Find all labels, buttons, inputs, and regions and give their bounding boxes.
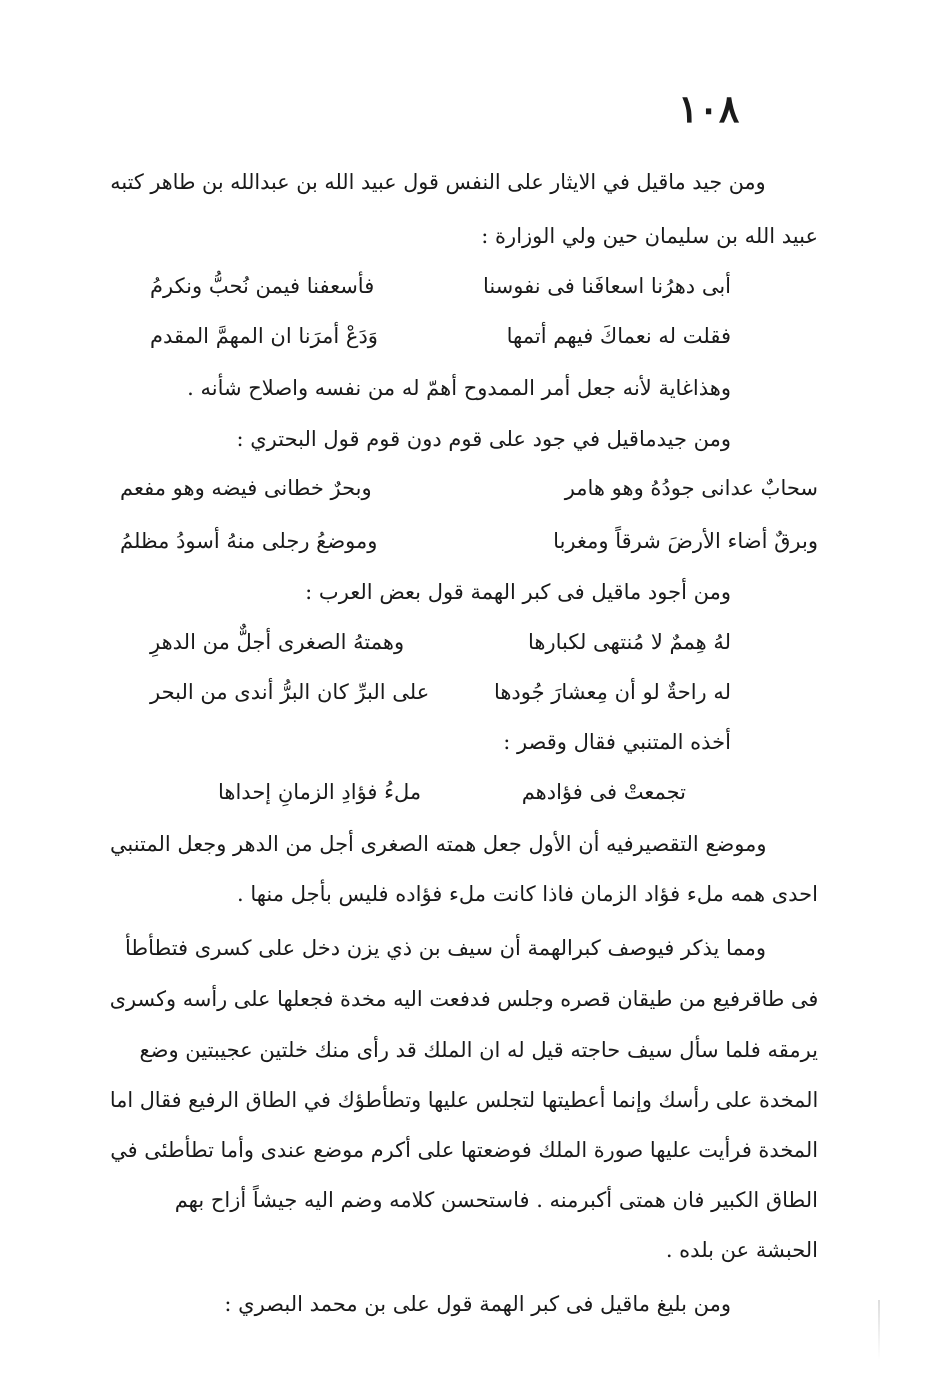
text-line: ومن جيد ماقيل في الايثار على النفس قول عبيد الله بن عبدالله بن طاهر كتبه bbox=[110, 170, 766, 194]
text-line: ومن بليغ ماقيل فى كبر الهمة قول على بن محمد البصري : bbox=[224, 1292, 731, 1316]
text-line: ومن أجود ماقيل فى كبر الهمة قول بعض العرب : bbox=[305, 580, 731, 604]
verse-hemistich-right: سحابٌ عدانى جودُهُ وهو هامر bbox=[564, 476, 818, 500]
verse-hemistich-right: تجمعتْ فى فؤادهم bbox=[521, 780, 686, 804]
verse-hemistich-left: وَدَعْ أمرَنا ان المهمَّ المقدم bbox=[150, 324, 378, 348]
verse-hemistich-right: لهُ هِممٌ لا مُنتهى لكبارها bbox=[528, 630, 731, 654]
verse-hemistich-left: وهمتهُ الصغرى أجلٌّ من الدهرِ bbox=[150, 630, 405, 654]
text-line: ومما يذكر فيوصف كبرالهمة أن سيف بن ذي يزن دخل على كسرى فتطأطأ bbox=[124, 936, 766, 960]
text-line: وموضع التقصيرفيه أن الأول جعل همته الصغرى أجل من الدهر وجعل المتنبي bbox=[109, 832, 766, 856]
verse-hemistich-right: فقلت له نعماكَ فيهم أتمها bbox=[506, 324, 731, 348]
text-line: احدى همه ملء فؤاد الزمان فاذا كانت ملء فؤاده فليس بأجل منها . bbox=[237, 882, 818, 906]
text-line: المخدة فرأيت عليها صورة الملك فوضعتها على أكرم موضع عندى وأما تطأطئى في bbox=[110, 1138, 818, 1162]
verse-hemistich-right: أبى دهرُنا اسعافَنا فى نفوسنا bbox=[482, 274, 731, 298]
verse-hemistich-left: وبحرٌ خطانى فيضه وهو مفعم bbox=[120, 476, 372, 500]
verse-hemistich-left: فأسعفنا فيمن نُحبُّ ونكرمُ bbox=[150, 274, 375, 298]
verse-hemistich-left: ملءُ فؤادِ الزمانِ إحداها bbox=[218, 780, 422, 804]
text-line: المخدة على رأسك وإنما أعطيتها لتجلس عليها وتطأطؤك في الطاق الرفيع فقال اما bbox=[109, 1088, 818, 1112]
verse-hemistich-right: له راحةٌ لو أن مِعشارَ جُودها bbox=[493, 680, 731, 704]
verse-hemistich-left: على البرِّ كان البرُّ أندى من البحر bbox=[150, 680, 430, 704]
text-line: ومن جيدماقيل في جود على قوم دون قوم قول البحتري : bbox=[236, 427, 731, 451]
text-line: يرمقه فلما سأل سيف حاجته قيل له ان الملك قد رأى منك خلتين عجيبتين وضع bbox=[139, 1038, 818, 1062]
text-line: الحبشة عن بلده . bbox=[665, 1238, 818, 1262]
text-line: الطاق الكبير فان همتى أكبرمنه . فاستحسن كلامه وضم اليه جيشاً أزاح بهم bbox=[174, 1188, 818, 1212]
text-line: عبيد الله بن سليمان حين ولي الوزارة : bbox=[481, 224, 818, 248]
text-line: أخذه المتنبي فقال وقصر : bbox=[503, 730, 731, 754]
text-line: وهذاغاية لأنه جعل أمر الممدوح أهمّ له من نفسه واصلاح شأنه . bbox=[187, 376, 731, 400]
verse-hemistich-right: وبرقٌ أضاء الأرضَ شرقاً ومغربا bbox=[553, 529, 818, 553]
text-line: فى طاقرفيع من طيقان قصره وجلس فدفعت اليه مخدة فجعلها على رأسه وكسرى bbox=[109, 987, 818, 1011]
page-number: ١٠٨ bbox=[678, 86, 740, 131]
verse-hemistich-left: وموضعُ رجلى منهُ أسودُ مظلمُ bbox=[120, 529, 378, 553]
scan-mark bbox=[878, 1300, 880, 1360]
